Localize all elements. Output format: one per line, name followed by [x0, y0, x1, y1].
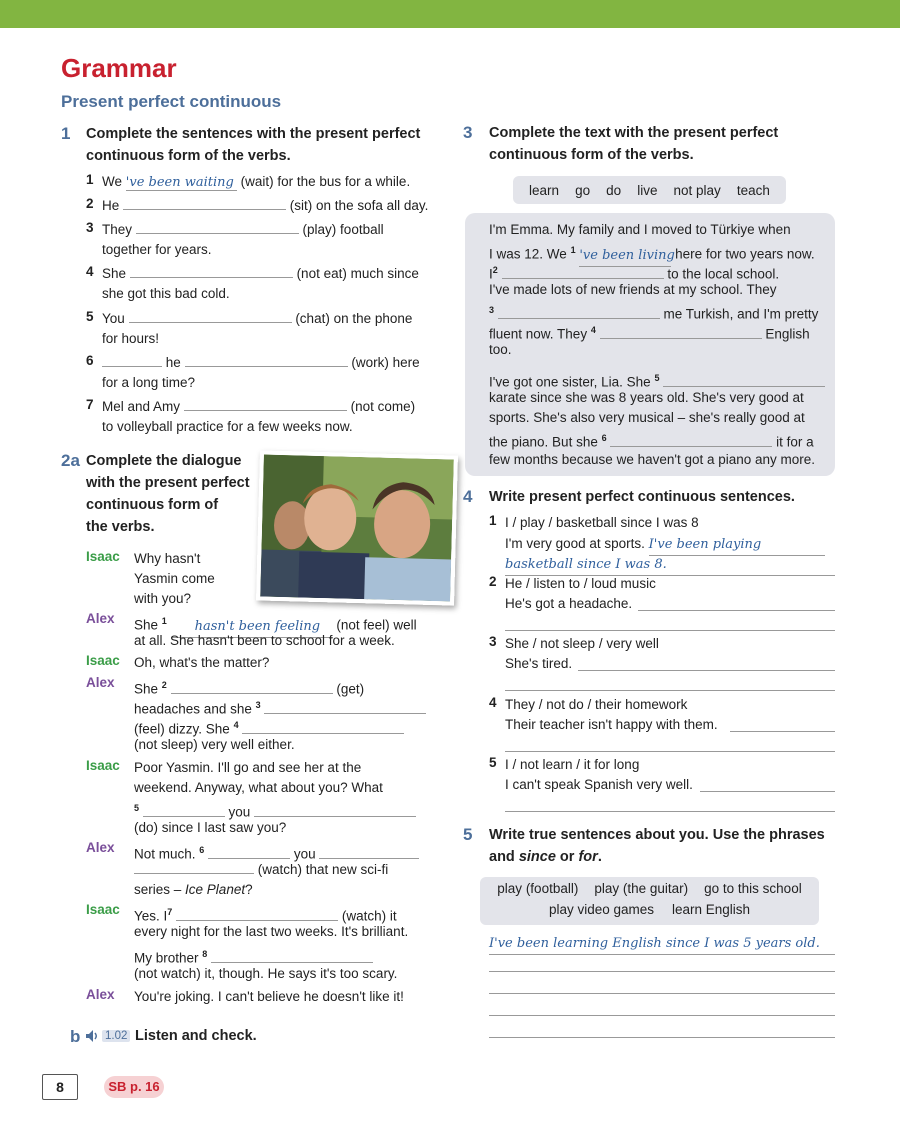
text: headaches and she — [134, 701, 252, 717]
text-line: I've made lots of new friends at my school. They — [489, 282, 777, 297]
text: I — [489, 266, 493, 282]
text: (sit) on the sofa all day. — [289, 198, 429, 213]
word-bank-item: not play — [673, 182, 721, 198]
exercise-5-instruction — [489, 824, 825, 868]
answer-field[interactable] — [319, 845, 419, 859]
phrase-item: go to this school — [704, 881, 802, 896]
exercise-2b-instruction: Listen and check. — [135, 1028, 257, 1044]
text-line — [489, 428, 814, 453]
text: Mel and Amy — [102, 399, 181, 414]
photo-illustration — [260, 455, 454, 602]
text-line — [489, 320, 810, 345]
speaker-isaac: Isaac — [86, 758, 120, 773]
instruction-line: with the present perfect — [86, 475, 250, 491]
dialogue-line: with you? — [134, 591, 192, 606]
speaker-isaac: Isaac — [86, 653, 120, 668]
word-bank-item: learn — [529, 182, 560, 198]
text: They — [102, 222, 133, 237]
ex4-context: Their teacher isn't happy with them. — [505, 717, 718, 732]
gap-number: 7 — [167, 907, 173, 917]
item-number: 5 — [86, 309, 94, 324]
answer-field[interactable] — [136, 220, 299, 234]
text: I was 12. We — [489, 246, 567, 262]
answer-field[interactable]: hasn't been feeling — [171, 617, 333, 638]
gap-number: 1 — [161, 616, 167, 626]
text: here for two years now. — [675, 246, 815, 262]
ex1-item-2 — [102, 196, 428, 216]
text: you — [228, 804, 251, 820]
example-answer: I've been learning English since I was 5 years old. — [489, 936, 820, 951]
item-number: 6 — [86, 353, 94, 368]
gap-number: 6 — [199, 845, 205, 855]
answer-field[interactable] — [578, 670, 835, 671]
page-number: 8 — [42, 1074, 78, 1100]
word-bank-item: live — [637, 182, 658, 198]
ex1-item-6 — [102, 353, 420, 373]
text: (chat) on the phone — [295, 311, 413, 326]
instruction-line: Write true sentences about you. Use the phrases — [489, 827, 825, 843]
answer-field[interactable] — [123, 196, 286, 210]
exercise-2a-instruction — [86, 450, 250, 538]
text: He — [102, 198, 120, 213]
dialogue-line: at all. She hasn't been to school for a week. — [134, 633, 395, 648]
phrase-item: play (football) — [497, 881, 579, 896]
word-bank-item: teach — [736, 182, 770, 198]
text: My brother — [134, 950, 199, 966]
dialogue-line: (not watch) it, though. He says it's too scary. — [134, 966, 398, 981]
dialogue-line: Oh, what's the matter? — [134, 655, 270, 670]
text-line: sports. She's also very musical – she's really good at — [489, 410, 805, 425]
instruction-line: Complete the dialogue — [86, 453, 242, 469]
text: We — [102, 174, 123, 189]
text: she got this bad cold. — [102, 286, 230, 301]
exercise-1-number: 1 — [61, 124, 71, 143]
answer-field[interactable] — [130, 264, 293, 278]
gap-number: 5 — [134, 803, 140, 813]
section-subtitle: Present perfect continuous — [61, 92, 282, 111]
text: (not come) — [350, 399, 416, 414]
ex4-context: She's tired. — [505, 656, 573, 671]
text: She — [102, 266, 127, 281]
text-line: karate since she was 8 years old. She's very good at — [489, 390, 804, 405]
gap-number: 1 — [570, 245, 576, 255]
page-title: Grammar — [61, 53, 177, 83]
answer-field[interactable] — [254, 803, 416, 817]
ex4-context — [505, 534, 825, 556]
instruction-line: Complete the text with the present perfect — [489, 125, 779, 141]
text: (wait) for the bus for a while. — [240, 174, 411, 189]
gap-number: 4 — [233, 720, 239, 730]
answer-field[interactable] — [185, 353, 348, 367]
instruction-line: continuous form of the verbs. — [86, 148, 291, 164]
dialogue-line: weekend. Anyway, what about you? What — [134, 780, 383, 795]
answer-field[interactable] — [663, 373, 825, 387]
exercise-5-number: 5 — [463, 825, 473, 844]
answer-field[interactable] — [505, 690, 835, 691]
answer-field[interactable] — [498, 305, 660, 319]
text: and — [489, 849, 519, 865]
exercise-2b-label: b — [70, 1027, 81, 1046]
answer-field[interactable] — [242, 720, 404, 734]
text: (not eat) much since — [296, 266, 419, 281]
text: you — [293, 846, 316, 862]
speaker-isaac: Isaac — [86, 902, 120, 917]
exercise-1-instruction — [86, 123, 420, 167]
text: the piano. But she — [489, 434, 598, 450]
answer-field[interactable] — [610, 433, 772, 447]
gap-number: 2 — [492, 265, 498, 275]
text: (watch) that new sci-fi — [257, 862, 389, 877]
text: fluent now. They — [489, 326, 588, 342]
text: together for years. — [102, 242, 212, 257]
exercise-3-instruction — [489, 122, 778, 166]
word-bank — [513, 176, 786, 204]
gap-number: 5 — [654, 373, 660, 383]
dialogue-line: You're joking. I can't believe he doesn't like it! — [134, 989, 404, 1004]
gap-number: 2 — [161, 680, 167, 690]
item-number: 4 — [86, 264, 94, 279]
word-bank-item: go — [575, 182, 591, 198]
word-bank-item: do — [606, 182, 622, 198]
text: to volleyball practice for a few weeks now. — [102, 419, 353, 434]
exercise-4-number: 4 — [463, 487, 473, 506]
text: Not much. — [134, 846, 196, 862]
item-number: 3 — [489, 634, 497, 649]
text: for hours! — [102, 331, 160, 346]
audio-track-number: 1.02 — [102, 1030, 130, 1042]
text-line: few months because we haven't got a piano any more. — [489, 452, 816, 467]
ex1-item-5 — [102, 309, 412, 329]
answer-field[interactable] — [502, 265, 664, 279]
gap-number: 6 — [601, 433, 607, 443]
instruction-line: Complete the sentences with the present perfect — [86, 126, 421, 142]
answer-field[interactable] — [208, 845, 290, 859]
answer-field[interactable] — [129, 309, 292, 323]
answer-field[interactable]: 've been waiting — [126, 175, 237, 191]
series-title: Ice Planet — [185, 882, 246, 897]
ex4-context: I can't speak Spanish very well. — [505, 777, 693, 792]
speaker-alex: Alex — [86, 987, 115, 1002]
text: (watch) it — [341, 908, 397, 924]
phrase-row — [480, 902, 819, 917]
answer-field[interactable] — [171, 680, 333, 694]
text: (work) here — [351, 355, 420, 370]
ex4-context: He's got a headache. — [505, 596, 633, 611]
answer-field[interactable] — [700, 791, 835, 792]
answer-field[interactable] — [211, 949, 373, 963]
exercise-4-instruction: Write present perfect continuous sentences. — [489, 489, 795, 505]
keyword-for: for — [578, 849, 598, 865]
text: English — [765, 326, 810, 342]
answer-field[interactable] — [143, 803, 225, 817]
ex1-item-1 — [102, 172, 410, 193]
dialogue-line: (not sleep) very well either. — [134, 737, 295, 752]
answer-field[interactable] — [489, 1015, 835, 1016]
speaker-alex: Alex — [86, 675, 115, 690]
photo-two-teenage-boys — [256, 450, 458, 605]
dialogue-line: Why hasn't — [134, 551, 201, 566]
answer-field[interactable] — [505, 751, 835, 752]
text: (play) football — [302, 222, 384, 237]
answer-field[interactable] — [489, 933, 835, 955]
text: for a long time? — [102, 375, 196, 390]
text: ? — [245, 882, 253, 897]
ex1-item-4 — [102, 264, 419, 284]
speaker-isaac: Isaac — [86, 549, 120, 564]
item-number: 2 — [86, 196, 94, 211]
answer-field[interactable]: 've been living — [579, 246, 671, 267]
keyword-since: since — [518, 849, 556, 865]
item-number: 7 — [86, 397, 94, 412]
item-number: 1 — [86, 172, 94, 187]
dialogue-line: Yasmin come — [134, 571, 215, 586]
text-line: too. — [489, 342, 512, 357]
phrase-item: play video games — [548, 902, 654, 917]
instruction-line: continuous form of — [86, 497, 219, 513]
dialogue-line — [134, 860, 388, 880]
text: (get) — [336, 681, 365, 697]
answer-field[interactable] — [184, 397, 347, 411]
text: (feel) dizzy. She — [134, 721, 230, 737]
gap-number: 4 — [590, 325, 596, 335]
answer-field[interactable] — [489, 993, 835, 994]
dialogue-line — [134, 880, 253, 900]
phrase-item: play (the guitar) — [594, 881, 689, 896]
speaker-alex: Alex — [86, 840, 115, 855]
answer-field[interactable] — [600, 325, 762, 339]
exercise-2a-number: 2a — [61, 451, 80, 470]
phrase-bank — [480, 877, 819, 925]
text: You — [102, 311, 125, 326]
text: it for a — [776, 434, 814, 450]
answer-field[interactable] — [489, 971, 835, 972]
text: to the local school. — [667, 266, 780, 282]
dialogue-line: (do) since I last saw you? — [134, 820, 287, 835]
answer-field[interactable] — [264, 700, 426, 714]
ex4-prompt: She / not sleep / very well — [505, 636, 659, 651]
answer-field[interactable] — [134, 860, 254, 874]
answer-field[interactable] — [505, 811, 835, 812]
ex4-prompt: They / not do / their homework — [505, 697, 688, 712]
answer-field[interactable] — [505, 554, 835, 576]
ex4-prompt: He / listen to / loud music — [505, 576, 656, 591]
text-line: I'm Emma. My family and I moved to Türkiye when — [489, 222, 791, 237]
item-number: 1 — [489, 513, 497, 528]
audio-track-button[interactable] — [84, 1026, 130, 1046]
ex4-prompt: I / not learn / it for long — [505, 757, 640, 772]
item-number: 5 — [489, 755, 497, 770]
text: series – — [134, 882, 182, 897]
item-number: 2 — [489, 574, 497, 589]
text: Yes. I — [134, 908, 168, 924]
text: She — [134, 681, 159, 697]
text: She — [134, 617, 159, 633]
students-book-reference[interactable]: SB p. 16 — [104, 1076, 164, 1098]
answer-text: basketball since I was 8. — [505, 557, 667, 572]
text: (not feel) well — [336, 617, 417, 633]
gap-number: 3 — [489, 305, 495, 315]
gap-number: 8 — [202, 949, 208, 959]
instruction-line: the verbs. — [86, 519, 155, 535]
text: I'm very good at sports. — [505, 536, 645, 551]
phrase-row — [480, 881, 819, 896]
item-number: 3 — [86, 220, 94, 235]
text: I've got one sister, Lia. She — [489, 374, 651, 390]
answer-field[interactable] — [176, 907, 338, 921]
answer-field[interactable] — [638, 610, 835, 611]
answer-field[interactable] — [505, 630, 835, 631]
dialogue-line: every night for the last two weeks. It's brilliant. — [134, 924, 409, 939]
answer-field[interactable] — [730, 731, 835, 732]
instruction-line: and since or for. — [489, 849, 602, 865]
phrase-item: learn English — [672, 902, 751, 917]
answer-field[interactable] — [102, 353, 162, 367]
speaker-audio-icon — [84, 1028, 100, 1044]
answer-field[interactable] — [489, 1037, 835, 1038]
item-number: 4 — [489, 695, 497, 710]
ex1-item-3 — [102, 220, 384, 240]
exercise-3-number: 3 — [463, 123, 473, 142]
gap-number: 3 — [255, 700, 261, 710]
dialogue-line: Poor Yasmin. I'll go and see her at the — [134, 760, 362, 775]
answer-field[interactable]: I've been playing — [649, 535, 825, 556]
text: he — [165, 355, 181, 370]
speaker-alex: Alex — [86, 611, 115, 626]
text: me Turkish, and I'm pretty — [663, 306, 819, 322]
ex4-prompt: I / play / basketball since I was 8 — [505, 515, 699, 530]
instruction-line: continuous form of the verbs. — [489, 147, 694, 163]
top-color-bar — [0, 0, 900, 28]
text: or — [555, 849, 579, 865]
ex1-item-7 — [102, 397, 415, 417]
